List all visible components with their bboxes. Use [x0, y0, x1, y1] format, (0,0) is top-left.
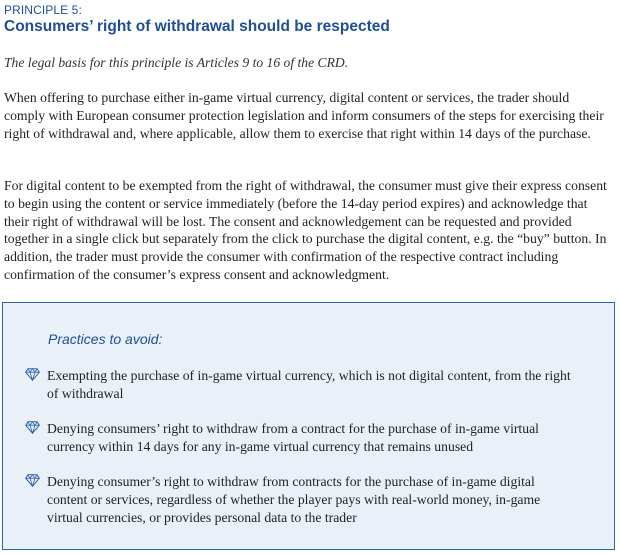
- principle-heading: Consumers’ right of withdrawal should be respected: [4, 18, 390, 35]
- list-item-text: Exempting the purchase of in-game virtual currency, which is not digital content, from the right of withdrawal: [47, 368, 571, 401]
- principle-number: PRINCIPLE 5:: [4, 3, 82, 17]
- list-item-text: Denying consumer’s right to withdraw from contracts for the purchase of in-game digital content or services, regardless of whether the player pays with real-world money, in-game virtual currencies, or provides personal data to the trader: [47, 474, 541, 525]
- legal-basis-note: The legal basis for this principle is Articles 9 to 16 of the CRD.: [4, 55, 349, 70]
- diamond-icon: [25, 421, 40, 434]
- diamond-icon: [25, 368, 40, 381]
- practices-to-avoid-box: [2, 302, 615, 550]
- paragraph-digital-content-exemption: For digital content to be exempted from the right of withdrawal, the consumer must give their express consent to begin using the content or service immediately (before the 14-day period expires) and acknowledge that their right of withdrawal will be lost. The consent and acknowledgement can be requested and provided together in a single click but separately from the click to purchase the digital content, e.g. the “buy” button. In addition, the trader must provide the consumer with confirmation of the respective contract including confirmation of the consumer’s express consent and acknowledgment.: [4, 178, 607, 282]
- diamond-icon: [25, 474, 40, 487]
- list-item-text: Denying consumers’ right to withdraw from a contract for the purchase of in-game virtual currency within 14 days for any in-game virtual currency that remains unused: [47, 421, 539, 454]
- practices-box-title: Practices to avoid:: [48, 331, 163, 347]
- paragraph-withdrawal-info: When offering to purchase either in-game virtual currency, digital content or services, the trader should comply with European consumer protection legislation and inform consumers of the steps for exercising their right of withdrawal and, where applicable, allow them to exercise that right within 14 days of the purchase.: [4, 90, 604, 141]
